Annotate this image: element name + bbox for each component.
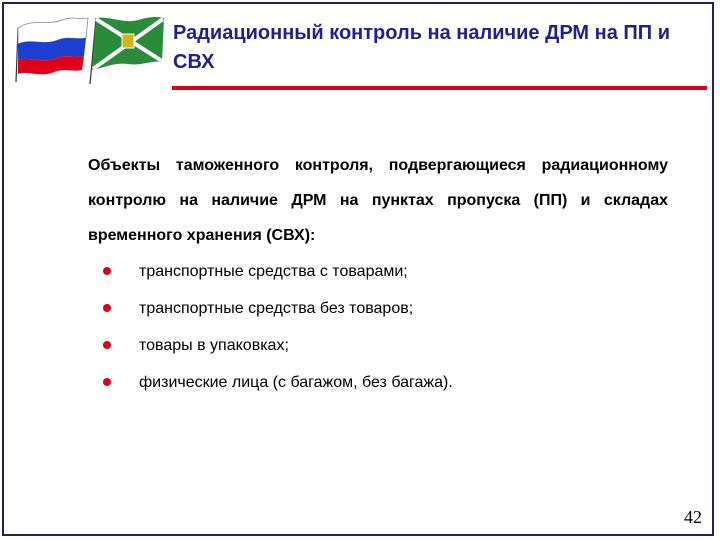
list-item [88,290,668,327]
slide-body [88,148,668,401]
bullet-dot-icon [103,378,111,386]
intro-paragraph: Объекты таможенного контроля, подвергающиеся радиационному контролю на наличие ДРМ на пунктах пропуска (ПП) и складах временного хранения (СВХ): [88,157,668,244]
customs-flag-icon [90,17,164,84]
flags-graphic [10,8,170,88]
list-item-text: транспортные средства без товаров; [139,300,414,317]
list-item [88,327,668,364]
slide-title: Радиационный контроль на наличие ДРМ на ПП и СВХ [173,22,670,73]
objects-list [88,253,668,401]
bullet-dot-icon [103,341,111,349]
page-number: 42 [684,507,702,527]
flags-emblem [10,8,170,88]
bullet-dot-icon [103,304,111,312]
russian-flag-icon [16,18,88,82]
bullet-dot-icon [103,267,111,275]
list-item-text: физические лица (с багажом, без багажа). [139,374,453,391]
list-item-text: товары в упаковках; [139,337,289,354]
list-item [88,253,668,290]
title-accent-line [172,86,707,90]
list-item-text: транспортные средства с товарами; [139,263,408,280]
list-item [88,364,668,401]
